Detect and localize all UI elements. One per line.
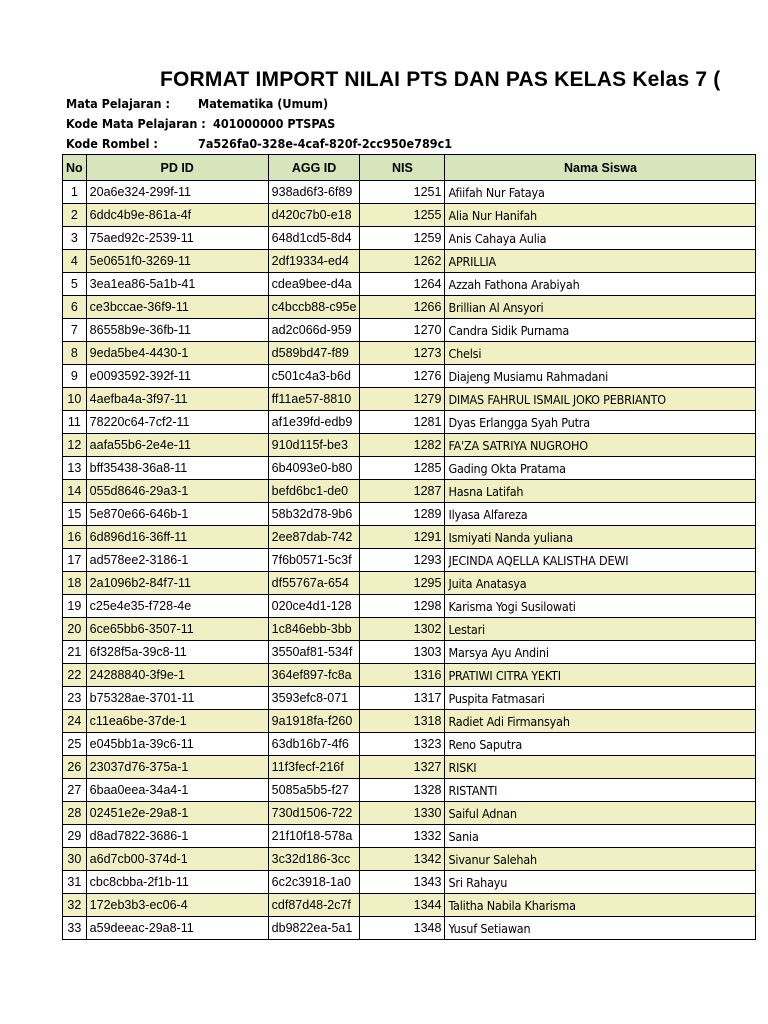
- cell-nama-siswa: Lestari: [445, 618, 756, 641]
- cell-nis: 1342: [360, 848, 445, 871]
- table-row: [63, 848, 756, 871]
- cell-pd-id: 172eb3b3-ec06-4: [86, 894, 268, 917]
- cell-no: 29: [63, 825, 87, 848]
- table-row: [63, 319, 756, 342]
- cell-pd-id: d8ad7822-3686-1: [86, 825, 268, 848]
- table-row: [63, 273, 756, 296]
- cell-nama-siswa: Gading Okta Pratama: [445, 457, 756, 480]
- cell-pd-id: 6ce65bb6-3507-11: [86, 618, 268, 641]
- cell-agg-id: cdf87d48-2c7f: [268, 894, 360, 917]
- cell-agg-id: 6b4093e0-b80: [268, 457, 360, 480]
- cell-pd-id: 6d896d16-36ff-11: [86, 526, 268, 549]
- cell-nis: 1316: [360, 664, 445, 687]
- cell-no: 22: [63, 664, 87, 687]
- cell-agg-id: 730d1506-722: [268, 802, 360, 825]
- table-row: [63, 250, 756, 273]
- cell-no: 17: [63, 549, 87, 572]
- table-row: [63, 894, 756, 917]
- rombel-value: 7a526fa0-328e-4caf-820f-2cc950e789c1: [198, 136, 453, 151]
- cell-no: 1: [63, 181, 87, 204]
- cell-nama-siswa: PRATIWI CITRA YEKTI: [445, 664, 756, 687]
- cell-pd-id: 9eda5be4-4430-1: [86, 342, 268, 365]
- cell-agg-id: d420c7b0-e18: [268, 204, 360, 227]
- cell-nis: 1273: [360, 342, 445, 365]
- table-row: [63, 526, 756, 549]
- cell-pd-id: 20a6e324-299f-11: [86, 181, 268, 204]
- cell-pd-id: e0093592-392f-11: [86, 365, 268, 388]
- cell-pd-id: c25e4e35-f728-4e: [86, 595, 268, 618]
- cell-nama-siswa: Ismiyati Nanda yuliana: [445, 526, 756, 549]
- cell-nama-siswa: RISTANTI: [445, 779, 756, 802]
- table-row: [63, 549, 756, 572]
- cell-agg-id: 648d1cd5-8d4: [268, 227, 360, 250]
- cell-agg-id: 364ef897-fc8a: [268, 664, 360, 687]
- cell-no: 28: [63, 802, 87, 825]
- cell-nama-siswa: Azzah Fathona Arabiyah: [445, 273, 756, 296]
- cell-pd-id: 02451e2e-29a8-1: [86, 802, 268, 825]
- cell-agg-id: ff11ae57-8810: [268, 388, 360, 411]
- cell-nama-siswa: APRILLIA: [445, 250, 756, 273]
- cell-nama-siswa: Dyas Erlangga Syah Putra: [445, 411, 756, 434]
- cell-no: 21: [63, 641, 87, 664]
- cell-pd-id: 6ddc4b9e-861a-4f: [86, 204, 268, 227]
- cell-no: 5: [63, 273, 87, 296]
- cell-agg-id: c501c4a3-b6d: [268, 365, 360, 388]
- cell-nis: 1327: [360, 756, 445, 779]
- cell-nis: 1348: [360, 917, 445, 940]
- table-row: [63, 687, 756, 710]
- cell-agg-id: df55767a-654: [268, 572, 360, 595]
- cell-agg-id: 9a1918fa-f260: [268, 710, 360, 733]
- cell-nis: 1291: [360, 526, 445, 549]
- table-body: [63, 181, 756, 940]
- cell-nama-siswa: Hasna Latifah: [445, 480, 756, 503]
- cell-nis: 1344: [360, 894, 445, 917]
- cell-pd-id: 055d8646-29a3-1: [86, 480, 268, 503]
- cell-nis: 1343: [360, 871, 445, 894]
- table-row: [63, 411, 756, 434]
- header-pd-id: PD ID: [86, 155, 268, 181]
- cell-agg-id: 11f3fecf-216f: [268, 756, 360, 779]
- cell-nama-siswa: Anis Cahaya Aulia: [445, 227, 756, 250]
- cell-pd-id: 75aed92c-2539-11: [86, 227, 268, 250]
- cell-nama-siswa: Karisma Yogi Susilowati: [445, 595, 756, 618]
- mapel-label: Mata Pelajaran :: [66, 96, 170, 111]
- cell-nama-siswa: Talitha Nabila Kharisma: [445, 894, 756, 917]
- cell-agg-id: 21f10f18-578a: [268, 825, 360, 848]
- cell-nis: 1295: [360, 572, 445, 595]
- cell-pd-id: cbc8cbba-2f1b-11: [86, 871, 268, 894]
- table-row: [63, 756, 756, 779]
- document-title: FORMAT IMPORT NILAI PTS DAN PAS KELAS Kelas 7 (: [160, 68, 721, 91]
- cell-nis: 1289: [360, 503, 445, 526]
- cell-agg-id: 3593efc8-071: [268, 687, 360, 710]
- cell-no: 24: [63, 710, 87, 733]
- cell-agg-id: 2ee87dab-742: [268, 526, 360, 549]
- cell-nama-siswa: Afiifah Nur Fataya: [445, 181, 756, 204]
- table-row: [63, 342, 756, 365]
- cell-agg-id: 2df19334-ed4: [268, 250, 360, 273]
- cell-nama-siswa: Diajeng Musiamu Rahmadani: [445, 365, 756, 388]
- cell-nama-siswa: Saiful Adnan: [445, 802, 756, 825]
- cell-no: 11: [63, 411, 87, 434]
- cell-nama-siswa: Sania: [445, 825, 756, 848]
- cell-nis: 1285: [360, 457, 445, 480]
- cell-agg-id: 938ad6f3-6f89: [268, 181, 360, 204]
- cell-no: 26: [63, 756, 87, 779]
- table-row: [63, 480, 756, 503]
- cell-no: 3: [63, 227, 87, 250]
- cell-nis: 1276: [360, 365, 445, 388]
- cell-no: 25: [63, 733, 87, 756]
- cell-no: 10: [63, 388, 87, 411]
- cell-nis: 1302: [360, 618, 445, 641]
- header-nis: NIS: [360, 155, 445, 181]
- cell-nama-siswa: Ilyasa Alfareza: [445, 503, 756, 526]
- cell-no: 6: [63, 296, 87, 319]
- cell-pd-id: 4aefba4a-3f97-11: [86, 388, 268, 411]
- cell-pd-id: b75328ae-3701-11: [86, 687, 268, 710]
- cell-pd-id: a6d7cb00-374d-1: [86, 848, 268, 871]
- cell-nis: 1262: [360, 250, 445, 273]
- cell-pd-id: 6baa0eea-34a4-1: [86, 779, 268, 802]
- cell-nis: 1328: [360, 779, 445, 802]
- cell-pd-id: 23037d76-375a-1: [86, 756, 268, 779]
- cell-nama-siswa: Puspita Fatmasari: [445, 687, 756, 710]
- table-row: [63, 181, 756, 204]
- cell-pd-id: 86558b9e-36fb-11: [86, 319, 268, 342]
- table-row: [63, 618, 756, 641]
- table-row: [63, 457, 756, 480]
- cell-nama-siswa: Yusuf Setiawan: [445, 917, 756, 940]
- table-row: [63, 779, 756, 802]
- cell-nis: 1318: [360, 710, 445, 733]
- cell-pd-id: 5e0651f0-3269-11: [86, 250, 268, 273]
- cell-nis: 1332: [360, 825, 445, 848]
- cell-pd-id: ce3bccae-36f9-11: [86, 296, 268, 319]
- table-row: [63, 572, 756, 595]
- cell-nis: 1264: [360, 273, 445, 296]
- mapel-value: Matematika (Umum): [198, 96, 329, 111]
- kode-mapel-value: 401000000 PTSPAS: [213, 116, 336, 131]
- table-header-row: [63, 155, 756, 181]
- cell-no: 27: [63, 779, 87, 802]
- cell-no: 20: [63, 618, 87, 641]
- cell-nama-siswa: Radiet Adi Firmansyah: [445, 710, 756, 733]
- table-row: [63, 296, 756, 319]
- table-row: [63, 802, 756, 825]
- student-grade-table: [62, 154, 756, 940]
- cell-nama-siswa: Reno Saputra: [445, 733, 756, 756]
- cell-nis: 1266: [360, 296, 445, 319]
- cell-pd-id: 2a1096b2-84f7-11: [86, 572, 268, 595]
- cell-nama-siswa: Sri Rahayu: [445, 871, 756, 894]
- table-row: [63, 365, 756, 388]
- cell-nis: 1330: [360, 802, 445, 825]
- table-row: [63, 503, 756, 526]
- cell-nis: 1270: [360, 319, 445, 342]
- table-row: [63, 388, 756, 411]
- cell-nama-siswa: DIMAS FAHRUL ISMAIL JOKO PEBRIANTO: [445, 388, 756, 411]
- cell-nama-siswa: Marsya Ayu Andini: [445, 641, 756, 664]
- cell-no: 16: [63, 526, 87, 549]
- cell-agg-id: 910d115f-be3: [268, 434, 360, 457]
- cell-agg-id: 1c846ebb-3bb: [268, 618, 360, 641]
- cell-nis: 1251: [360, 181, 445, 204]
- cell-nis: 1317: [360, 687, 445, 710]
- cell-no: 12: [63, 434, 87, 457]
- table-row: [63, 204, 756, 227]
- cell-no: 14: [63, 480, 87, 503]
- cell-nama-siswa: Chelsi: [445, 342, 756, 365]
- table-row: [63, 871, 756, 894]
- cell-pd-id: ad578ee2-3186-1: [86, 549, 268, 572]
- table-row: [63, 710, 756, 733]
- cell-agg-id: 3550af81-534f: [268, 641, 360, 664]
- cell-pd-id: bff35438-36a8-11: [86, 457, 268, 480]
- cell-nama-siswa: FA'ZA SATRIYA NUGROHO: [445, 434, 756, 457]
- cell-nis: 1287: [360, 480, 445, 503]
- table-row: [63, 733, 756, 756]
- header-no: No: [63, 155, 87, 181]
- cell-pd-id: e045bb1a-39c6-11: [86, 733, 268, 756]
- rombel-label: Kode Rombel :: [66, 136, 158, 151]
- cell-agg-id: 5085a5b5-f27: [268, 779, 360, 802]
- cell-no: 30: [63, 848, 87, 871]
- cell-agg-id: 020ce4d1-128: [268, 595, 360, 618]
- cell-no: 9: [63, 365, 87, 388]
- cell-no: 8: [63, 342, 87, 365]
- cell-agg-id: 6c2c3918-1a0: [268, 871, 360, 894]
- table-row: [63, 641, 756, 664]
- cell-nama-siswa: Alia Nur Hanifah: [445, 204, 756, 227]
- table-row: [63, 917, 756, 940]
- table-row: [63, 227, 756, 250]
- cell-no: 31: [63, 871, 87, 894]
- cell-nama-siswa: Sivanur Salehah: [445, 848, 756, 871]
- cell-agg-id: 58b32d78-9b6: [268, 503, 360, 526]
- header-agg-id: AGG ID: [268, 155, 360, 181]
- cell-pd-id: 6f328f5a-39c8-11: [86, 641, 268, 664]
- cell-pd-id: aafa55b6-2e4e-11: [86, 434, 268, 457]
- cell-nis: 1279: [360, 388, 445, 411]
- cell-agg-id: cdea9bee-d4a: [268, 273, 360, 296]
- table-row: [63, 825, 756, 848]
- cell-nis: 1303: [360, 641, 445, 664]
- cell-agg-id: befd6bc1-de0: [268, 480, 360, 503]
- cell-no: 19: [63, 595, 87, 618]
- cell-nis: 1323: [360, 733, 445, 756]
- cell-agg-id: af1e39fd-edb9: [268, 411, 360, 434]
- cell-nis: 1255: [360, 204, 445, 227]
- cell-agg-id: ad2c066d-959: [268, 319, 360, 342]
- cell-nis: 1298: [360, 595, 445, 618]
- cell-nis: 1281: [360, 411, 445, 434]
- cell-no: 15: [63, 503, 87, 526]
- cell-agg-id: 7f6b0571-5c3f: [268, 549, 360, 572]
- cell-nama-siswa: RISKI: [445, 756, 756, 779]
- cell-nis: 1293: [360, 549, 445, 572]
- kode-mapel-label: Kode Mata Pelajaran :: [66, 116, 206, 131]
- cell-pd-id: a59deeac-29a8-11: [86, 917, 268, 940]
- cell-nama-siswa: JECINDA AQELLA KALISTHA DEWI: [445, 549, 756, 572]
- table-row: [63, 595, 756, 618]
- table-row: [63, 664, 756, 687]
- cell-agg-id: db9822ea-5a1: [268, 917, 360, 940]
- cell-no: 2: [63, 204, 87, 227]
- cell-agg-id: c4bccb88-c95e: [268, 296, 360, 319]
- cell-no: 18: [63, 572, 87, 595]
- cell-no: 32: [63, 894, 87, 917]
- header-nama-siswa: Nama Siswa: [445, 155, 756, 181]
- cell-no: 23: [63, 687, 87, 710]
- cell-pd-id: 5e870e66-646b-1: [86, 503, 268, 526]
- cell-pd-id: c11ea6be-37de-1: [86, 710, 268, 733]
- cell-pd-id: 24288840-3f9e-1: [86, 664, 268, 687]
- cell-agg-id: 3c32d186-3cc: [268, 848, 360, 871]
- cell-nama-siswa: Brillian Al Ansyori: [445, 296, 756, 319]
- cell-no: 13: [63, 457, 87, 480]
- cell-pd-id: 3ea1ea86-5a1b-41: [86, 273, 268, 296]
- cell-no: 7: [63, 319, 87, 342]
- cell-agg-id: d589bd47-f89: [268, 342, 360, 365]
- cell-nama-siswa: Candra Sidik Purnama: [445, 319, 756, 342]
- cell-nama-siswa: Juita Anatasya: [445, 572, 756, 595]
- cell-nis: 1282: [360, 434, 445, 457]
- cell-no: 33: [63, 917, 87, 940]
- cell-pd-id: 78220c64-7cf2-11: [86, 411, 268, 434]
- table-row: [63, 434, 756, 457]
- cell-agg-id: 63db16b7-4f6: [268, 733, 360, 756]
- cell-no: 4: [63, 250, 87, 273]
- cell-nis: 1259: [360, 227, 445, 250]
